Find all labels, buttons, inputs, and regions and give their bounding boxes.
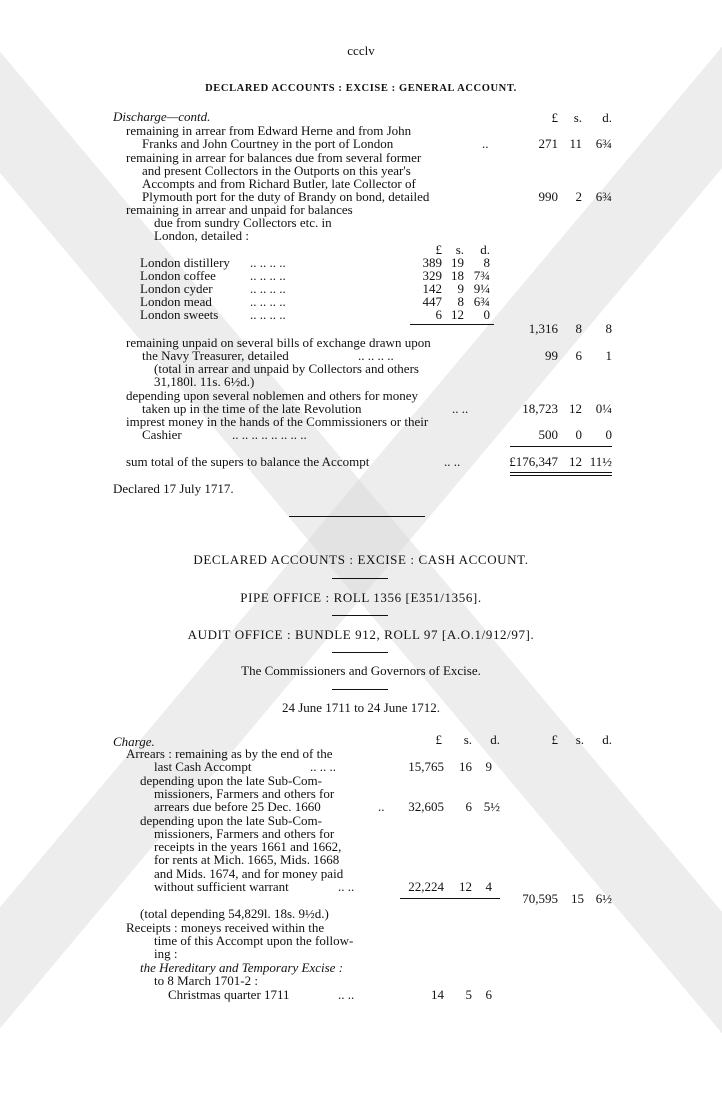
entry-line: without sufficient warrant [154,879,289,894]
short-rule [332,652,388,653]
amount-pounds: 6 [435,307,442,322]
entry-line: Cashier [142,427,182,442]
double-rule [510,475,612,476]
col-pounds: £ [551,732,558,747]
amount-pounds: 389 [422,255,442,270]
total-rule [510,446,612,447]
col-pence: d. [602,110,612,125]
leader-dots: .. .. [338,879,355,894]
leader-dots: .. .. .. .. [250,294,286,309]
amount-pence: 0 [483,307,490,322]
entry-note: 31,180l. 11s. 6½d.) [154,374,255,389]
col-pence: d. [602,732,612,747]
amount-pence: 8 [605,321,612,336]
leader-dots: .. .. .. [310,759,336,774]
col-pounds: £ [551,110,558,125]
amount-pounds: 1,316 [528,321,558,336]
entry-line: depending upon several noblemen and others for money [126,388,419,403]
leader-dots: .. [482,136,489,151]
discharge-heading: Discharge—contd. [113,109,211,124]
entry-line: remaining unpaid on several bills of exchange drawn upon [126,335,431,350]
amount-pence: 4 [485,879,492,894]
amount-pence: 6¾ [595,189,612,204]
amount-shillings: 12 [451,307,464,322]
item-name: London distillery [140,255,230,270]
subtotal-rule [400,898,500,899]
total-note: (total depending 54,829l. 18s. 9½d.) [140,906,329,921]
entry-line: time of this Accompt upon the follow- [154,933,354,948]
amount-shillings: 12 [569,401,582,416]
amount-pounds: 15,765 [408,759,444,774]
entry-line: arrears due before 25 Dec. 1660 [154,799,321,814]
page-number: ccclv [347,43,375,58]
entry-line: to 8 March 1701-2 : [154,973,258,988]
charge-heading: Charge. [113,734,155,749]
leader-dots: .. .. .. .. .. .. .. .. [232,427,307,442]
amount-pence: 5½ [483,799,500,814]
entry-line: sum total of the supers to balance the Accompt [126,454,370,469]
amount-shillings: 12 [569,454,582,469]
entry-line: Arrears : remaining as by the end of the [126,746,333,761]
amount-shillings: 16 [459,759,472,774]
amount-shillings: 5 [465,987,472,1002]
leader-dots: .. .. [452,401,469,416]
col-shillings: s. [463,732,472,747]
item-name: London sweets [140,307,219,322]
entry-line: imprest money in the hands of the Commissioners or their [126,414,429,429]
short-rule [332,615,388,616]
entry-line: receipts in the years 1661 and 1662, [154,839,342,854]
amount-pence: 6¾ [473,294,490,309]
amount-pence: 8 [483,255,490,270]
amount-pence: 1 [605,348,612,363]
entry-line: the Navy Treasurer, detailed [142,348,289,363]
amount-shillings: 8 [575,321,582,336]
amount-pence: 6 [485,987,492,1002]
entry-line: depending upon the late Sub-Com- [140,813,322,828]
amount-pounds: 99 [545,348,558,363]
col-pence: d. [480,242,490,257]
amount-pounds: 329 [422,268,442,283]
amount-pence: 6½ [595,891,612,906]
leader-dots: .. .. [444,454,461,469]
col-shillings: s. [575,732,584,747]
amount-pence: 0 [605,427,612,442]
entry-line: depending upon the late Sub-Com- [140,773,322,788]
leader-dots: .. [378,799,385,814]
pipe-office: PIPE OFFICE : ROLL 1356 [E351/1356]. [240,590,482,605]
section-divider [289,516,425,517]
amount-pounds: 22,224 [408,879,444,894]
amount-shillings: 8 [457,294,464,309]
leader-dots: .. .. .. .. [358,348,394,363]
leader-dots: .. .. [338,987,355,1002]
amount-shillings: 0 [575,427,582,442]
amount-pounds: £176,347 [509,454,558,469]
amount-shillings: 19 [451,255,464,270]
amount-pence: 9 [485,759,492,774]
amount-pence: 9¼ [473,281,490,296]
entry-line: Receipts : moneys received within the [126,920,325,935]
entry-line: for rents at Mich. 1665, Mids. 1668 [154,852,340,867]
item-name: London mead [140,294,212,309]
col-pence: d. [490,732,500,747]
amount-shillings: 6 [465,799,472,814]
entry-line: ing : [154,946,178,961]
date-range: 24 June 1711 to 24 June 1712. [281,700,441,715]
entry-line: remaining in arrear from Edward Herne and from John [126,123,412,138]
amount-shillings: 6 [575,348,582,363]
entry-line: Christmas quarter 1711 [168,987,290,1002]
col-pounds: £ [435,732,442,747]
entry-note: (total in arrear and unpaid by Collectors and others [154,361,419,376]
amount-pounds: 271 [538,136,558,151]
item-name: London coffee [140,268,216,283]
item-name: London cyder [140,281,213,296]
amount-pounds: 14 [431,987,444,1002]
subtotal-rule [410,324,494,325]
amount-pounds: 142 [422,281,442,296]
amount-shillings: 18 [451,268,464,283]
amount-shillings: 11 [569,136,582,151]
section-title: DECLARED ACCOUNTS : EXCISE : CASH ACCOUNT. [193,552,529,567]
running-head: DECLARED ACCOUNTS : EXCISE : GENERAL ACCOUNT. [205,83,517,94]
entry-line: Accompts and from Richard Butler, late Collector of [142,176,416,191]
amount-pounds: 32,605 [408,799,444,814]
entry-line: remaining in arrear and unpaid for balances [126,202,353,217]
amount-shillings: 2 [575,189,582,204]
leader-dots: .. .. .. .. [250,307,286,322]
col-shillings: s. [455,242,464,257]
amount-pence: 6¾ [595,136,612,151]
audit-office: AUDIT OFFICE : BUNDLE 912, ROLL 97 [A.O.1/912/97]. [187,627,535,642]
short-rule [332,578,388,579]
declared-date: Declared 17 July 1717. [113,481,234,496]
double-rule [510,472,612,473]
entry-line: taken up in the time of the late Revolution [142,401,362,416]
amount-shillings: 9 [457,281,464,296]
entry-line: due from sundry Collectors etc. in [154,215,332,230]
entry-line: missioners, Farmers and others for [154,826,335,841]
entry-line: Franks and John Courtney in the port of London [142,136,394,151]
leader-dots: .. .. .. .. [250,255,286,270]
short-rule [332,689,388,690]
amount-pence: 7¾ [473,268,490,283]
amount-shillings: 15 [571,891,584,906]
entry-line: and present Collectors in the Outports on this year's [142,163,411,178]
entry-line: London, detailed : [154,228,249,243]
entry-line: and Mids. 1674, and for money paid [154,866,344,881]
amount-pounds: 70,595 [522,891,558,906]
entry-line: last Cash Accompt [154,759,252,774]
amount-shillings: 12 [459,879,472,894]
entry-line: remaining in arrear for balances due from several former [126,150,422,165]
leader-dots: .. .. .. .. [250,281,286,296]
amount-pounds: 990 [538,189,558,204]
entry-line: Plymouth port for the duty of Brandy on bond, detailed [142,189,430,204]
commissioners: The Commissioners and Governors of Excise. [241,663,481,678]
amount-pounds: 18,723 [522,401,558,416]
col-pounds: £ [435,242,442,257]
col-shillings: s. [573,110,582,125]
amount-pence: 0¼ [595,401,612,416]
leader-dots: .. .. .. .. [250,268,286,283]
subheading: the Hereditary and Temporary Excise : [140,960,344,975]
amount-pence: 11½ [589,454,612,469]
amount-pounds: 500 [538,427,558,442]
entry-line: missioners, Farmers and others for [154,786,335,801]
amount-pounds: 447 [422,294,442,309]
